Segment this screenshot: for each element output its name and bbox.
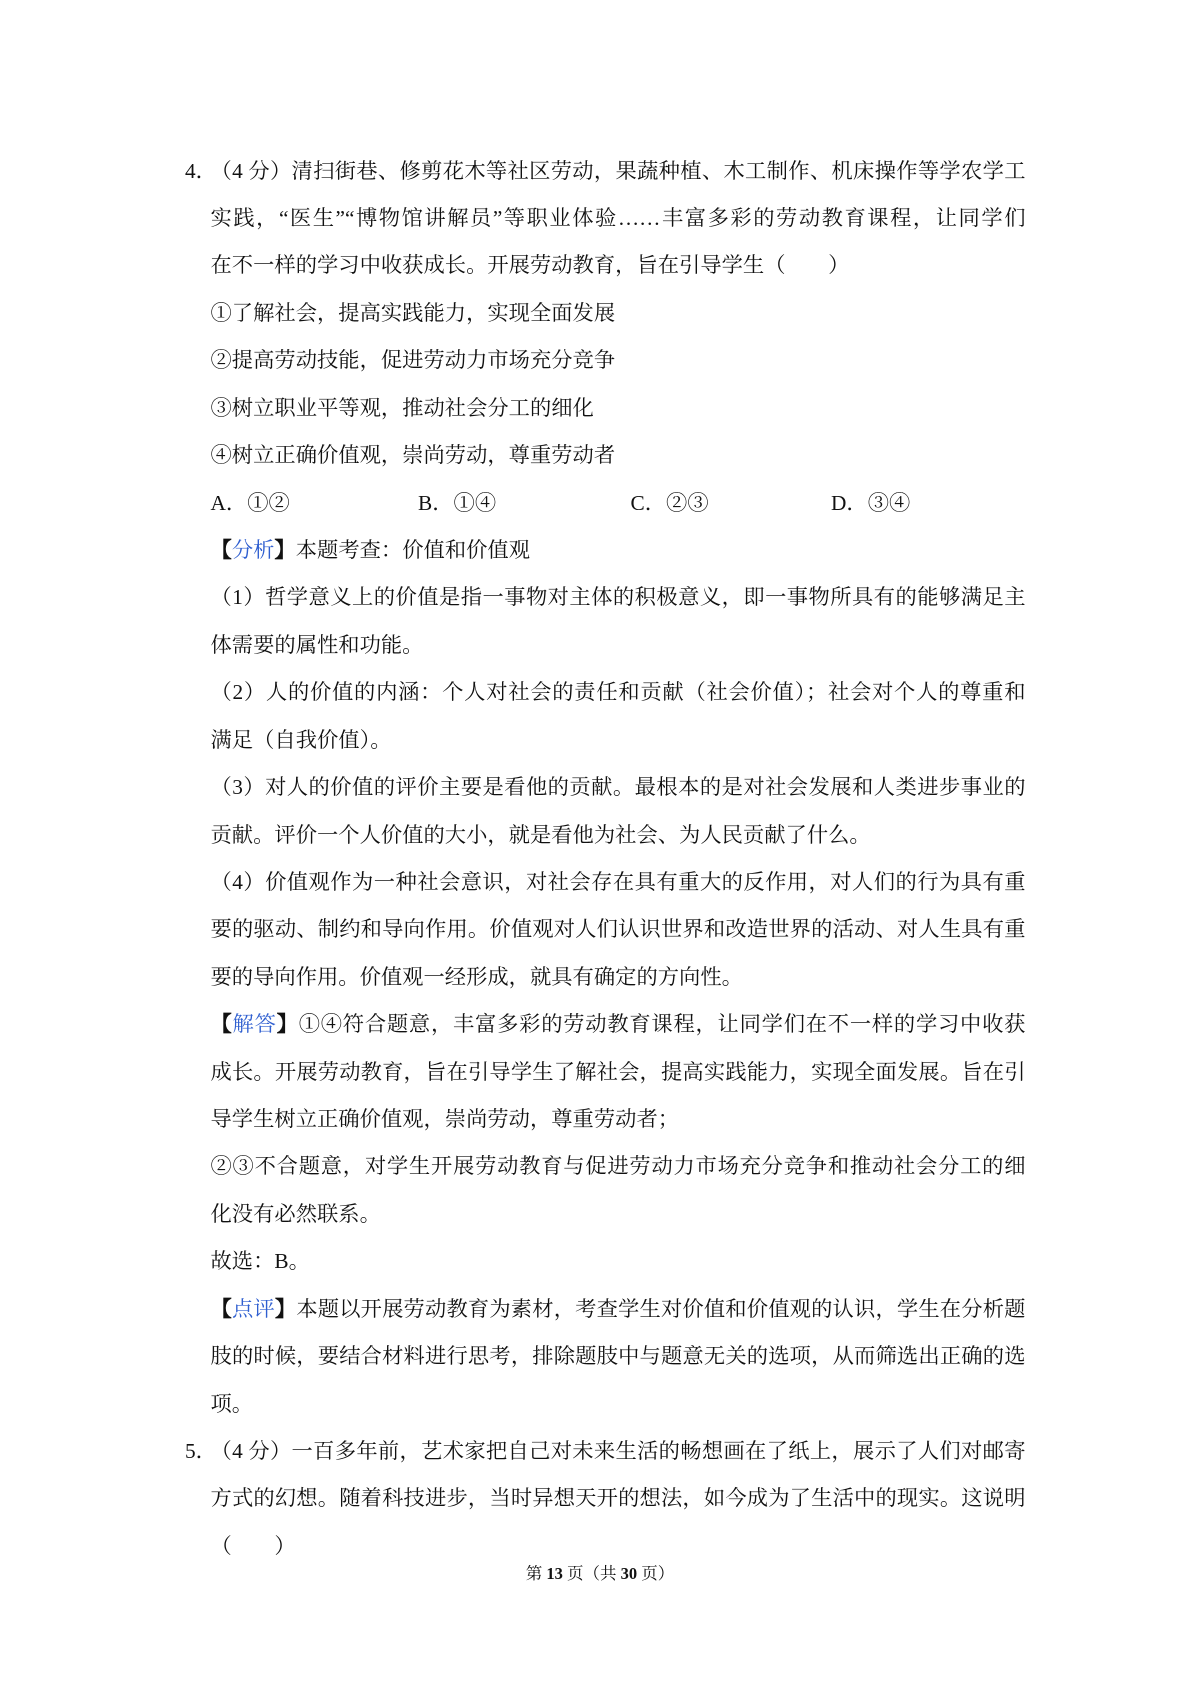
solution-text: ①④符合题意，丰富多彩的劳动教育课程，让同学们在不一样的学习中收获 <box>298 1012 1026 1037</box>
comment-line: 肢的时候，要结合材料进行思考，排除题肢中与题意无关的选项，从而筛选出正确的选 <box>210 1344 1026 1369</box>
question-4-stem-line: 在不一样的学习中收获成长。开展劳动教育，旨在引导学生（ ） <box>210 253 850 278</box>
page-content <box>185 148 1026 1571</box>
solution-line: 化没有必然联系。 <box>210 1201 381 1226</box>
solution-line: 成长。开展劳动教育，旨在引导学生了解社会，提高实践能力，实现全面发展。旨在引 <box>210 1059 1026 1084</box>
question-number: 4． <box>185 158 217 183</box>
question-number: 5． <box>185 1438 217 1463</box>
analysis-heading-line <box>211 527 1026 574</box>
comment-tag-close: 】 <box>274 1296 297 1321</box>
choice-label: D． <box>831 490 868 515</box>
question-5-stem-text: （4 分）一百多年前，艺术家把自己对未来生活的畅想画在了纸上，展示了人们对邮寄 <box>210 1438 1026 1463</box>
choice-value: ①④ <box>453 490 497 515</box>
analysis-point-line: （2）人的价值的内涵：个人对社会的责任和贡献（社会价值）；社会对个人的尊重和 <box>210 680 1026 705</box>
solution-tag-label: 解答 <box>232 1012 277 1037</box>
comment-text: 本题以开展劳动教育为素材，考查学生对价值和价值观的认识，学生在分析题 <box>296 1296 1026 1321</box>
analysis-tag-open: 【 <box>210 537 232 562</box>
question-4-stem-line: 实践，“医生”“博物馆讲解员”等职业体验……丰富多彩的劳动教育课程，让同学们 <box>210 206 1026 231</box>
question-5-stem-line: 方式的幻想。随着科技进步，当时异想天开的想法，如今成为了生活中的现实。这说明 <box>210 1486 1026 1511</box>
footer-prefix: 第 <box>525 1564 547 1583</box>
choice-a <box>211 480 290 527</box>
page-footer <box>0 1564 1200 1584</box>
solution-conclusion: 故选：B。 <box>210 1249 310 1274</box>
statement-item: ②提高劳动技能，促进劳动力市场充分竞争 <box>210 348 616 373</box>
comment-heading-line <box>211 1286 1026 1333</box>
footer-middle: 页（共 <box>562 1564 621 1583</box>
analysis-point-line: 贡献。评价一个人价值的大小，就是看他为社会、为人民贡献了什么。 <box>210 822 871 847</box>
solution-line: ②③不合题意，对学生开展劳动教育与促进劳动力市场充分竞争和推动社会分工的细 <box>210 1154 1026 1179</box>
question-5-stem-line <box>185 1428 1026 1475</box>
choice-b <box>418 480 496 527</box>
analysis-tag-label: 分析 <box>231 537 275 562</box>
choice-label: B． <box>418 490 454 515</box>
choice-c <box>631 480 709 527</box>
comment-tag-open: 【 <box>210 1296 232 1321</box>
choice-value: ③④ <box>867 490 911 515</box>
question-4-stem-text: （4 分）清扫街巷、修剪花木等社区劳动，果蔬种植、木工制作、机床操作等学农学工 <box>210 158 1026 183</box>
analysis-point-line: （1）哲学意义上的价值是指一事物对主体的积极意义，即一事物所具有的能够满足主 <box>210 585 1026 610</box>
choice-label: C． <box>630 490 667 515</box>
choices-row <box>211 480 1026 527</box>
choice-value: ①② <box>247 490 290 515</box>
analysis-intro: 本题考查：价值和价值观 <box>295 537 531 562</box>
total-page-number: 30 <box>620 1564 638 1583</box>
solution-heading-line <box>211 1001 1026 1048</box>
analysis-point-line: （3）对人的价值的评价主要是看他的贡献。最根本的是对社会发展和人类进步事业的 <box>210 775 1026 800</box>
statement-item: ①了解社会，提高实践能力，实现全面发展 <box>210 300 616 325</box>
analysis-point-line: 要的驱动、制约和导向作用。价值观对人们认识世界和改造世界的活动、对人生具有重 <box>210 917 1026 942</box>
statement-item: ③树立职业平等观，推动社会分工的细化 <box>210 395 594 420</box>
comment-tag-label: 点评 <box>231 1296 275 1321</box>
analysis-point-line: （4）价值观作为一种社会意识，对社会存在具有重大的反作用，对人们的行为具有重 <box>210 869 1026 894</box>
analysis-point-line: 体需要的属性和功能。 <box>210 632 424 657</box>
current-page-number: 13 <box>546 1564 563 1583</box>
solution-tag-open: 【 <box>210 1012 233 1037</box>
footer-suffix: 页） <box>637 1564 675 1583</box>
question-5-answer-blank: （ ） <box>210 1533 296 1558</box>
statement-item: ④树立正确价值观，崇尚劳动，尊重劳动者 <box>210 443 616 468</box>
comment-line: 项。 <box>210 1391 254 1416</box>
question-4-stem-line <box>185 148 1026 195</box>
analysis-tag-close: 】 <box>274 537 296 562</box>
choice-value: ②③ <box>666 490 709 515</box>
solution-tag-close: 】 <box>276 1012 299 1037</box>
solution-line: 导学生树立正确价值观，崇尚劳动，尊重劳动者； <box>210 1107 680 1132</box>
analysis-point-line: 满足（自我价值）。 <box>210 727 392 752</box>
choice-label: A． <box>210 490 248 515</box>
choice-d <box>831 480 910 527</box>
analysis-point-line: 要的导向作用。价值观一经形成，就具有确定的方向性。 <box>210 964 743 989</box>
